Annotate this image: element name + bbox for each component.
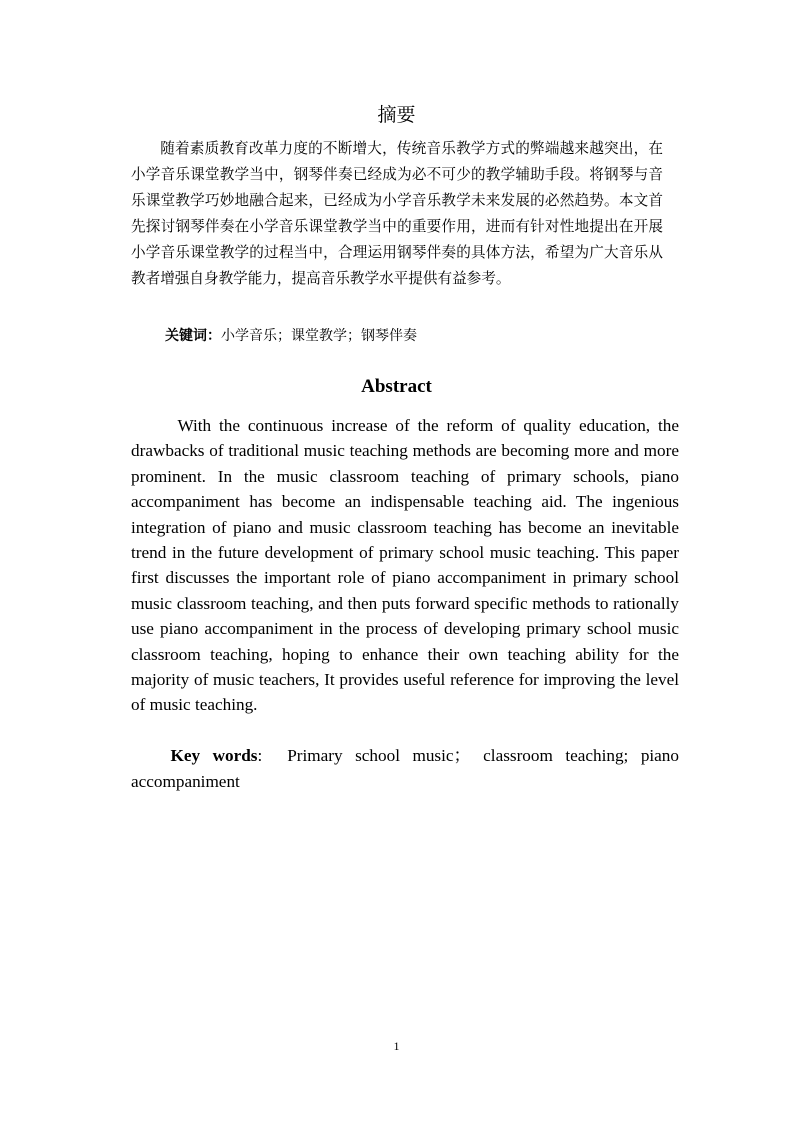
chinese-abstract-title: 摘要: [377, 104, 416, 126]
chinese-keywords: [165, 323, 663, 349]
english-keywords-separator: :: [257, 746, 263, 765]
chinese-abstract-body: 随着素质教育改革力度的不断增大，传统音乐教学方式的弊端越来越突出，在小学音乐课堂教学当中，钢琴伴奏已经成为必不可少的教学辅助手段。将钢琴与音乐课堂教学巧妙地融合起来，已经成为小学音乐教学未来发展的必然趋势。本文首先探讨钢琴伴奏在小学音乐课堂教学当中的重要作用，进而有针对性地提出在开展小学音乐课堂教学的过程当中，合理运用钢琴伴奏的具体方法，希望为广大音乐从教者增强自身教学能力，提高音乐教学水平提供有益参考。: [131, 140, 663, 287]
page-number: 1: [393, 1039, 400, 1053]
english-keywords-text: Primary school music； classroom teaching; piano accompaniment: [131, 746, 679, 791]
english-abstract-body: With the continuous increase of the reform of quality education, the drawbacks of traditional music teaching methods are becoming more and more prominent. In the music classroom teaching of primary schools, piano accompaniment has become an indispensable teaching aid. The ingenious integration of piano and music classroom teaching has become an inevitable trend in the future development of primary school music teaching. This paper first discusses the important role of piano accompaniment in primary school music classroom teaching, and then puts forward specific methods to rationally use piano accompaniment in the process of developing primary school music classroom teaching, hoping to enhance their own teaching ability for the majority of music teachers, It provides useful reference for improving the level of music teaching.: [131, 416, 679, 715]
english-keywords: [131, 743, 679, 795]
english-abstract-title: Abstract: [361, 376, 432, 397]
english-keywords-label: Key words: [170, 746, 258, 765]
chinese-keywords-label: 关键词：: [165, 328, 221, 344]
chinese-keywords-text: 小学音乐；课堂教学；钢琴伴奏: [221, 328, 417, 344]
